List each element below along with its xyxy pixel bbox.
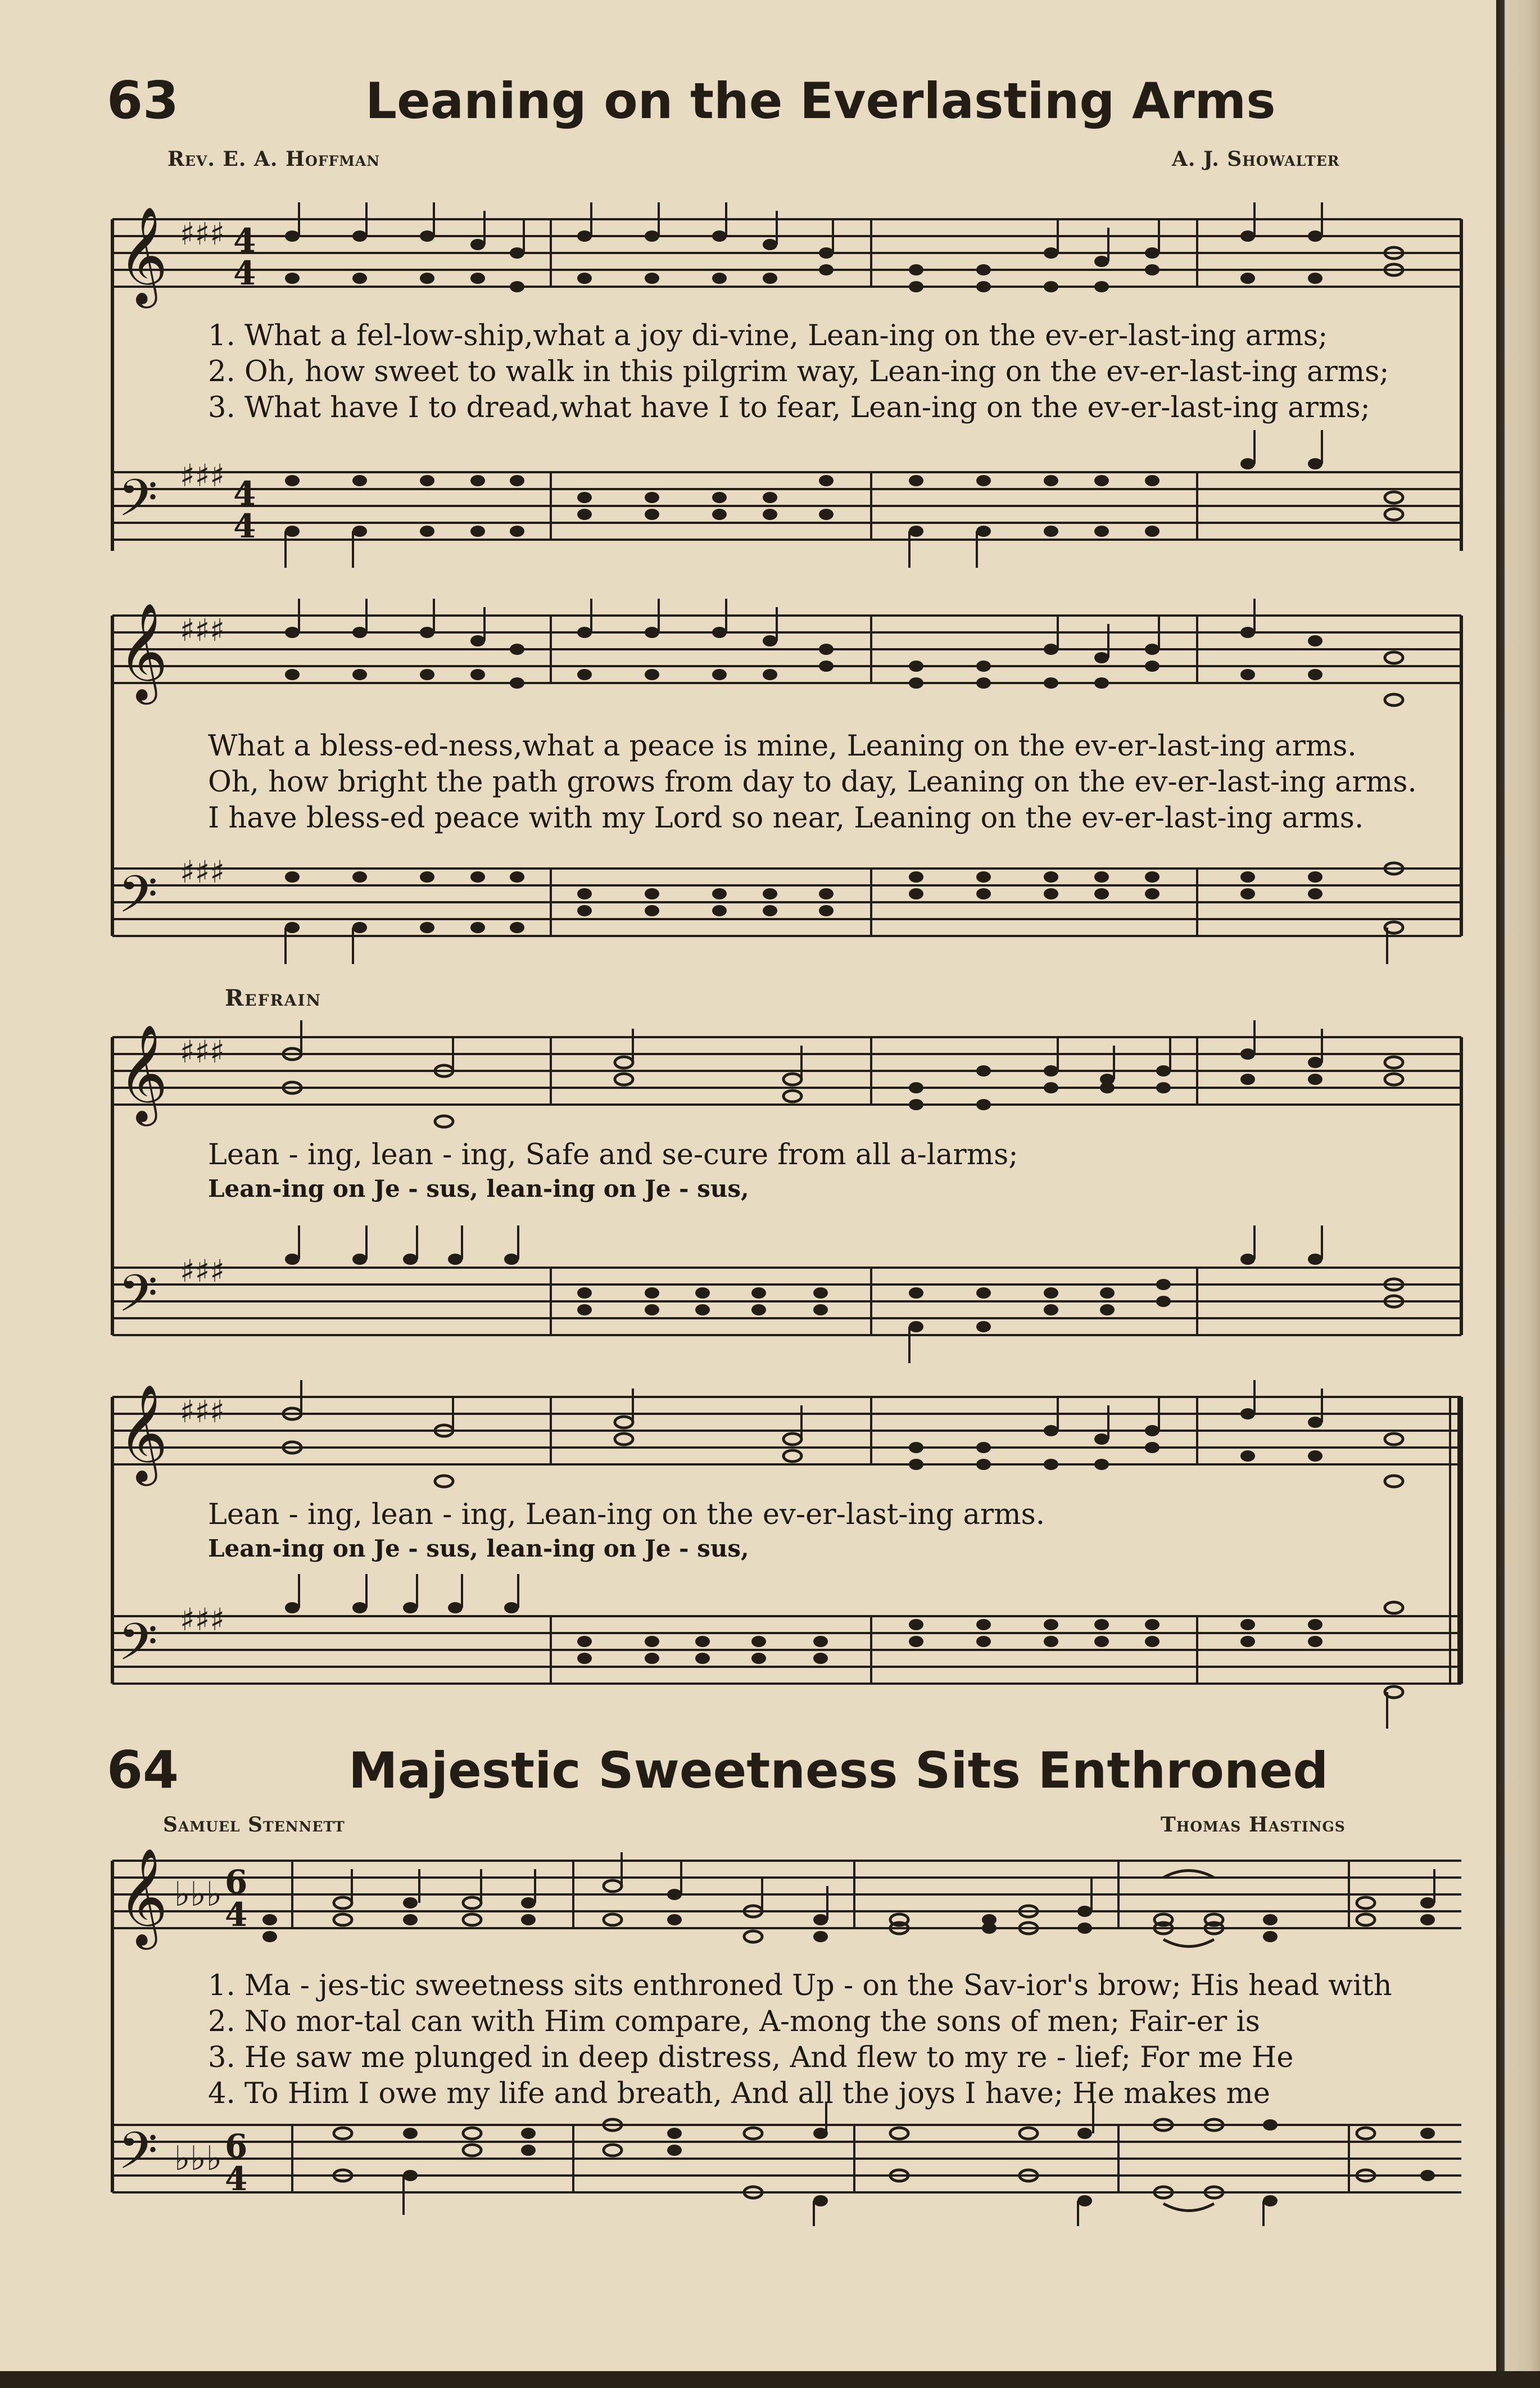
svg-text:♭♭♭: ♭♭♭ — [174, 1875, 222, 1914]
hymn-64-words-credit: Samuel Stennett — [163, 1813, 345, 1837]
svg-text:6: 6 — [225, 1863, 248, 1901]
hymn-64-verse-4: 4. To Him I owe my life and breath, And all the joys I have; He makes me — [208, 2077, 1270, 2110]
hymn-63-words-credit: Rev. E. A. Hoffman — [167, 147, 381, 171]
svg-text:6: 6 — [225, 2127, 248, 2165]
hymn-63-music-credit: A. J. Showalter — [1172, 147, 1340, 171]
hymn-64-verse-2: 2. No mor-tal can with Him compare, A-mong the sons of men; Fair-er is — [208, 2005, 1260, 2038]
page-binding-edge — [1496, 0, 1540, 2388]
refrain-line-2-echo: Lean-ing on Je - sus, lean-ing on Je - sus, — [208, 1535, 749, 1562]
svg-text:♯♯♯: ♯♯♯ — [180, 1394, 225, 1430]
treble-staff-lines — [112, 219, 1461, 287]
svg-text:♭♭♭: ♭♭♭ — [174, 2139, 222, 2178]
hymn-63-verse-2-part-1: 2. Oh, how sweet to walk in this pilgrim way, Lean-ing on the ev-er-last-ing arms; — [208, 355, 1389, 388]
svg-text:4: 4 — [233, 221, 256, 260]
hymn-64-title: Majestic Sweetness Sits Enthroned — [348, 1742, 1329, 1799]
bass-clef-icon: 𝄢 — [118, 468, 158, 540]
scan-bottom-edge — [0, 2371, 1540, 2388]
svg-text:𝄞: 𝄞 — [118, 603, 168, 700]
hymn-63-verse-1-part-1: 1. What a fel-low-ship,what a joy di-vine, Lean-ing on the ev-er-last-ing arms; — [208, 319, 1328, 352]
refrain-line-1: Lean - ing, lean - ing, Safe and se-cure from all a-larms; — [208, 1138, 1018, 1172]
svg-text:♯♯♯: ♯♯♯ — [180, 1253, 225, 1289]
hymn-63-title: Leaning on the Everlasting Arms — [365, 72, 1276, 130]
hymn-63-verse-2-part-2: Oh, how bright the path grows from day to day, Leaning on the ev-er-last-ing arms. — [208, 766, 1417, 799]
hymn-64-music-credit: Thomas Hastings — [1161, 1813, 1346, 1837]
hymn-64-system-1 — [107, 1848, 1467, 2226]
key-signature-sharps: ♯♯♯ — [180, 216, 225, 252]
bass-staff-lines — [112, 472, 1461, 540]
hymn-63-verse-3-part-1: 3. What have I to dread,what have I to fear, Lean-ing on the ev-er-last-ing arms; — [208, 391, 1370, 424]
svg-text:𝄢: 𝄢 — [118, 2121, 158, 2193]
svg-text:𝄞: 𝄞 — [118, 1024, 168, 1122]
hymn-64-verse-3: 3. He saw me plunged in deep distress, And flew to my re - lief; For me He — [208, 2041, 1294, 2074]
svg-text:𝄞: 𝄞 — [118, 1848, 168, 1946]
svg-text:♯♯♯: ♯♯♯ — [180, 1034, 225, 1070]
svg-text:𝄞: 𝄞 — [118, 1384, 168, 1482]
refrain-line-2: Lean - ing, lean - ing, Lean-ing on the ev-er-last-ing arms. — [208, 1498, 1045, 1531]
svg-text:4: 4 — [233, 254, 256, 292]
svg-text:4: 4 — [225, 2160, 248, 2198]
key-signature-sharps-bass: ♯♯♯ — [180, 458, 225, 494]
svg-text:♯♯♯: ♯♯♯ — [180, 1602, 225, 1638]
treble-clef-icon: 𝄞 — [118, 206, 168, 304]
hymn-64-number: 64 — [107, 1740, 179, 1800]
svg-text:𝄢: 𝄢 — [118, 865, 158, 937]
hymn-63-verse-1-part-2: What a bless-ed-ness,what a peace is mine, Leaning on the ev-er-last-ing arms. — [208, 730, 1357, 763]
svg-text:𝄢: 𝄢 — [118, 1264, 158, 1336]
svg-text:♯♯♯: ♯♯♯ — [180, 612, 225, 648]
svg-text:♯♯♯: ♯♯♯ — [180, 854, 225, 890]
hymn-63-verse-3-part-2: I have bless-ed peace with my Lord so near, Leaning on the ev-er-last-ing arms. — [208, 802, 1364, 835]
svg-text:𝄢: 𝄢 — [118, 1612, 158, 1684]
svg-text:4: 4 — [225, 1896, 248, 1934]
hymn-64-verse-1: 1. Ma - jes-tic sweetness sits enthroned Up - on the Sav-ior's brow; His head with — [208, 1969, 1392, 2002]
refrain-label: Refrain — [225, 985, 322, 1011]
svg-text:4: 4 — [233, 507, 256, 545]
svg-text:4: 4 — [233, 474, 256, 513]
refrain-line-1-echo: Lean-ing on Je - sus, lean-ing on Je - sus, — [208, 1175, 749, 1202]
hymn-63-number: 63 — [107, 70, 179, 130]
